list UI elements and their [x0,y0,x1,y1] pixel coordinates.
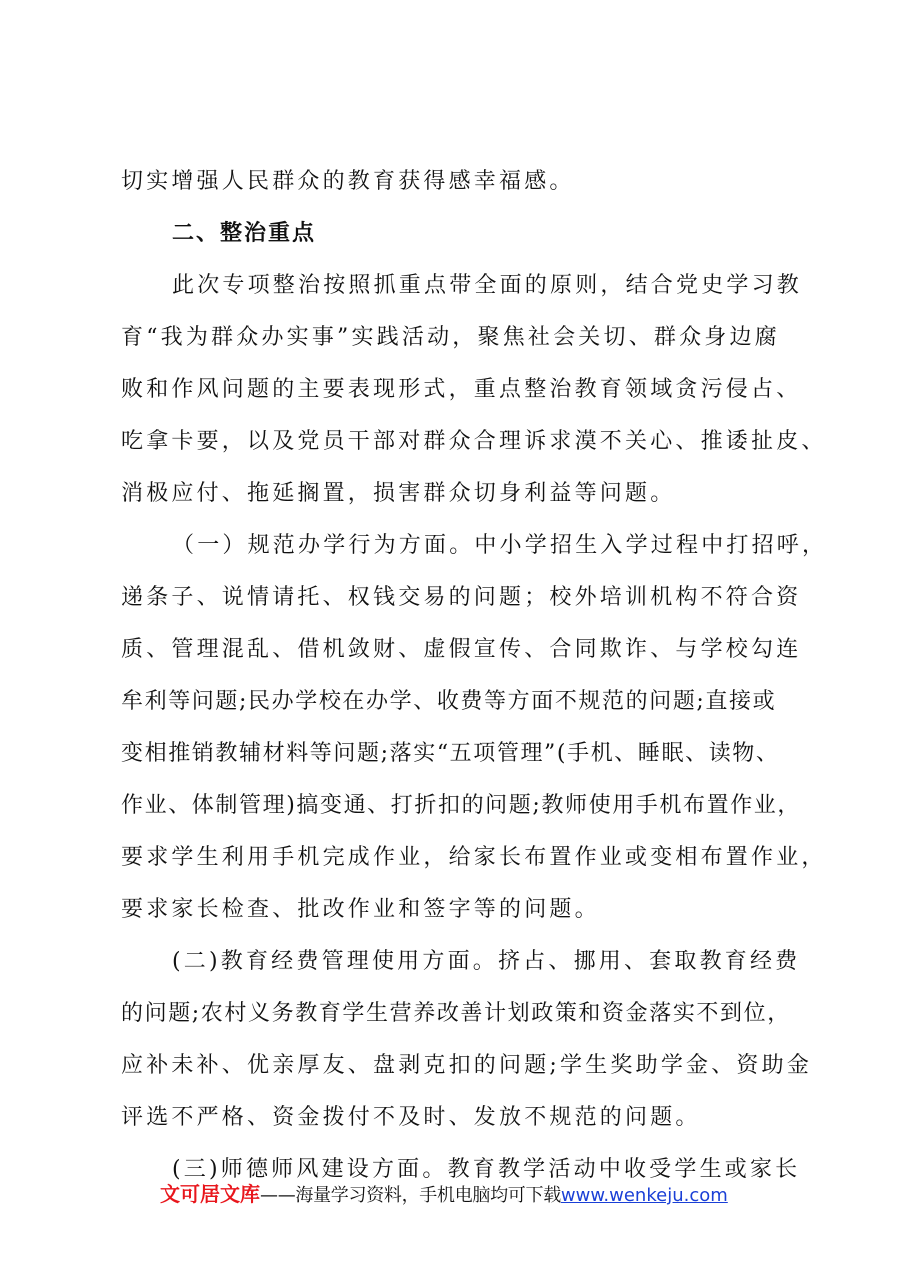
body-line-6: 吃拿卡要，以及党员干部对群众合理诉求漠不关心、推诿扯皮、 [121,429,827,454]
footer-link[interactable]: www.wenkeju.com [560,1185,728,1206]
body-line-16: (二)教育经费管理使用方面。挤占、挪用、套取教育经费 [172,949,801,974]
footer-brand: 文可居文库 [160,1182,260,1206]
body-line-19: 评选不严格、资金拨付不及时、发放不规范的问题。 [121,1105,701,1130]
section-heading: 二、整治重点 [172,221,317,246]
body-line-12: 变相推销教辅材料等问题;落实“五项管理”(手机、睡眠、读物、 [121,741,780,766]
body-line-14: 要求学生利用手机完成作业，给家长布置作业或变相布置作业， [121,845,827,870]
body-line-8: （一）规范办学行为方面。中小学招生入学过程中打招呼， [172,533,828,558]
body-line-5: 败和作风问题的主要表现形式，重点整治教育领域贪污侵占、 [121,377,802,402]
body-line-9: 递条子、说情请托、权钱交易的问题；校外培训机构不符合资 [121,585,802,610]
body-line-3: 此次专项整治按照抓重点带全面的原则，结合党史学习教 [172,273,803,298]
body-line-15: 要求家长检查、批改作业和签字等的问题。 [121,897,600,922]
body-line-17: 的问题;农村义务教育学生营养改善计划政策和资金落实不到位， [121,1001,791,1026]
body-line-4: 育“我为群众办实事”实践活动，聚焦社会关切、群众身边腐 [121,325,780,350]
body-line-13: 作业、体制管理)搞变通、打折扣的问题;教师使用手机布置作业， [121,793,801,818]
body-line-10: 质、管理混乱、借机敛财、虚假宣传、合同欺诈、与学校勾连 [121,637,802,662]
body-line-11: 牟利等问题;民办学校在办学、收费等方面不规范的问题;直接或 [121,689,777,714]
footer-banner [160,1181,728,1209]
body-line-1: 切实增强人民群众的教育获得感幸福感。 [121,169,575,194]
footer-tagline: ——海量学习资料，手机电脑均可下载 [260,1185,561,1206]
body-line-7: 消极应付、拖延搁置，损害群众切身利益等问题。 [121,481,676,506]
body-line-20: (三)师德师风建设方面。教育教学活动中收受学生或家长 [172,1157,801,1182]
body-line-18: 应补未补、优亲厚友、盘剥克扣的问题;学生奖助学金、资助金 [121,1053,813,1078]
